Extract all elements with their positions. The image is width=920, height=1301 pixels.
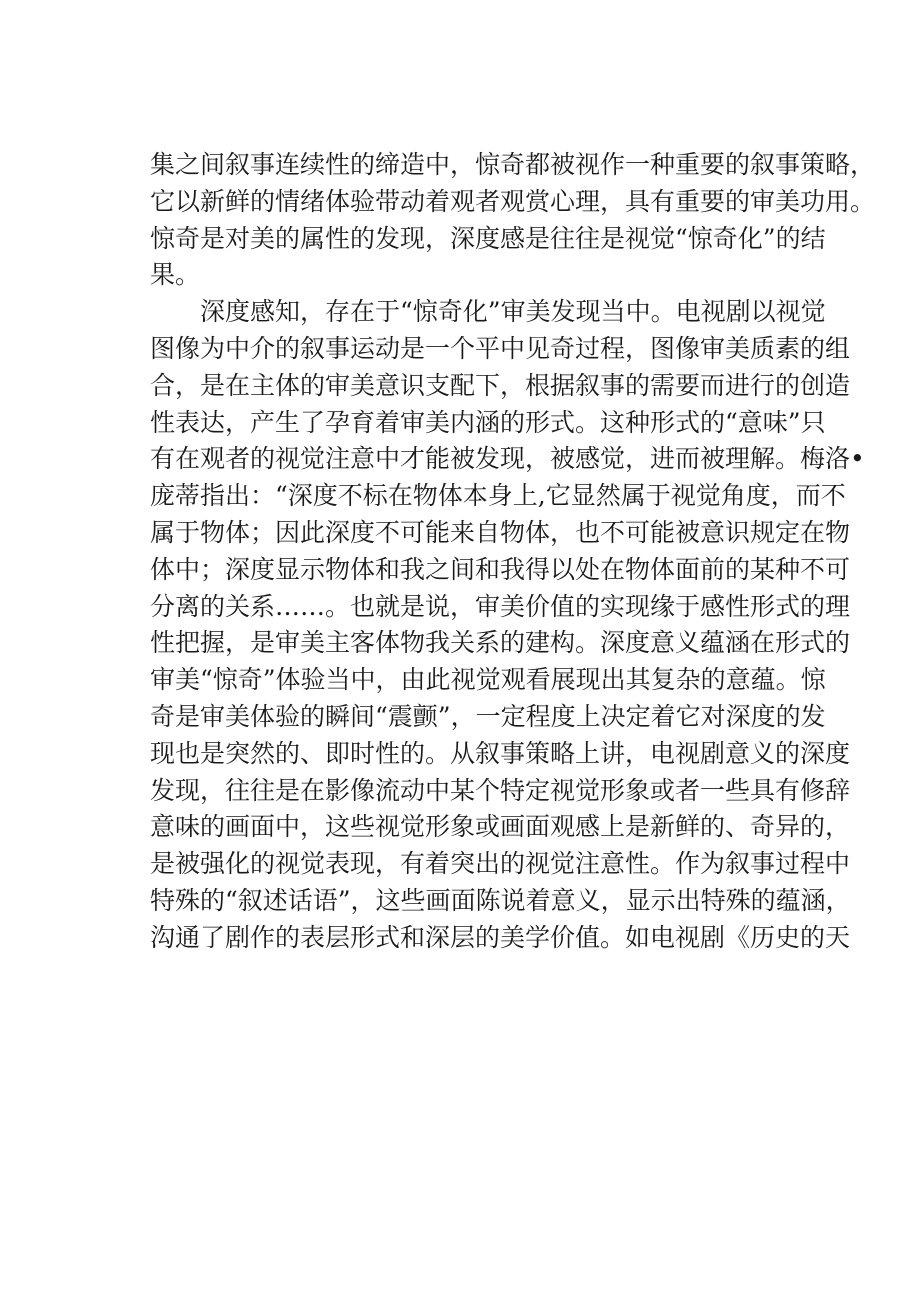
text-line: 庞蒂指出：“深度不标在物体本身上,它显然属于视觉角度，而不	[150, 481, 846, 511]
text-line: 属于物体；因此深度不可能来自物体，也不可能被意识规定在物	[150, 517, 851, 547]
text-line: 现也是突然的、即时性的。从叙事策略上讲，电视剧意义的深度	[150, 738, 851, 768]
body-text	[150, 147, 876, 957]
text-line: 体中；深度显示物体和我之间和我得以处在物体面前的某种不可	[150, 554, 851, 584]
text-line: 性把握，是审美主客体物我关系的建构。深度意义蕴涵在形式的	[150, 628, 851, 658]
text-line: 沟通了剧作的表层形式和深层的美学价值。如电视剧《历史的天	[150, 922, 851, 952]
text-line: 是被强化的视觉表现，有着突出的视觉注意性。作为叙事过程中	[150, 849, 851, 879]
text-line: 性表达，产生了孕育着审美内涵的形式。这种形式的“意味”只	[150, 407, 826, 437]
text-line: 它以新鲜的情绪体验带动着观者观赏心理，具有重要的审美功用。	[150, 186, 876, 216]
text-line: 审美“惊奇”体验当中，由此视觉观看展现出其复杂的意蕴。惊	[150, 665, 826, 695]
text-line: 集之间叙事连续性的缔造中，惊奇都被视作一种重要的叙事策略，	[150, 150, 876, 179]
paragraph-2	[150, 294, 865, 956]
text-line: 合，是在主体的审美意识支配下，根据叙事的需要而进行的创造	[150, 370, 851, 400]
text-line: 惊奇是对美的属性的发现，深度感是往往是视觉“惊奇化”的结	[150, 223, 826, 253]
text-line: 图像为中介的叙事运动是一个平中见奇过程，图像审美质素的组	[150, 333, 851, 363]
text-line: 有在观者的视觉注意中才能被发现，被感觉，进而被理解。梅洛•	[150, 444, 865, 474]
text-line: 特殊的“叙述话语”，这些画面陈说着意义，显示出特殊的蕴涵，	[150, 885, 851, 915]
text-line: 奇是审美体验的瞬间“震颤”，一定程度上决定着它对深度的发	[150, 701, 826, 731]
text-line: 发现，往往是在影像流动中某个特定视觉形象或者一些具有修辞	[150, 775, 851, 805]
text-line: 分离的关系……。也就是说，审美价值的实现缘于感性形式的理	[150, 591, 851, 621]
text-line: 果。	[150, 260, 201, 290]
paragraph-1	[150, 147, 876, 294]
text-line: 深度感知，存在于“惊奇化”审美发现当中。电视剧以视觉	[200, 297, 826, 327]
text-line: 意味的画面中，这些视觉形象或画面观感上是新鲜的、奇异的，	[150, 812, 851, 842]
